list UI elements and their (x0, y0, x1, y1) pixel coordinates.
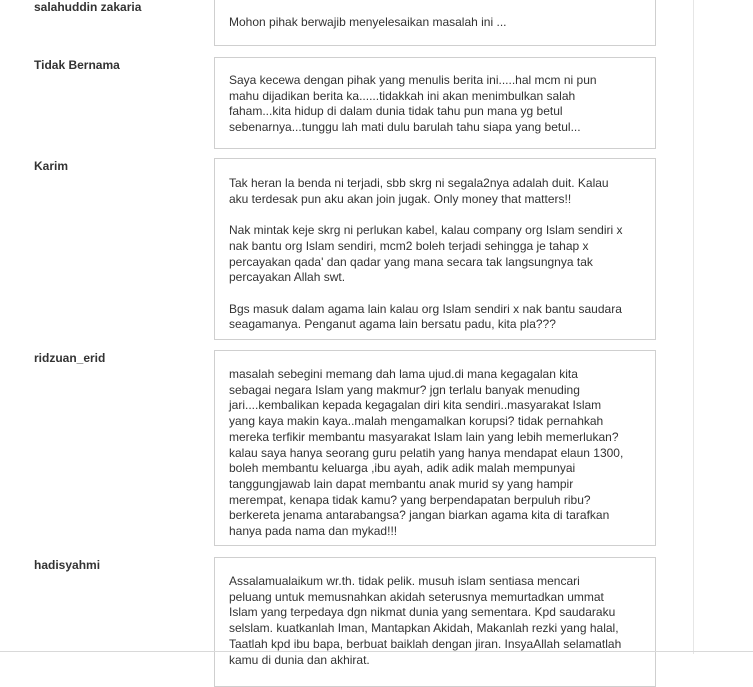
comment-line: percayakan qada' dan qadar yang mana secara tak langsungnya tak (229, 254, 593, 269)
comment-line: Taatlah kpd ibu bapa, berbuat baiklah dengan jiran. InsyaAllah selamatlah (229, 636, 622, 651)
comment-line: faham...kita hidup di dalam dunia tidak tahu pun mana yg betul (229, 104, 563, 119)
comment-line: merempat, kenapa tidak kamu? yang berpendapatan berpuluh ribu? (229, 492, 591, 507)
comment-line: mahu dijadikan berita ka......tidakkah ini akan menimbulkan salah (229, 88, 576, 103)
comment-line: kamu di dunia dan akhirat. (229, 652, 370, 667)
comment-author: salahuddin zakaria (34, 0, 142, 14)
comment-line: masalah sebegini memang dah lama ujud.di mana kegagalan kita (229, 367, 578, 381)
comment-line: mereka terfikir membantu masyarakat Islam lain yang lebih memerlukan? (229, 429, 619, 444)
comment-line: hanya pada nama dan mykad!!! (229, 524, 398, 539)
comment-line: Nak mintak keje skrg ni perlukan kabel, kalau company org Islam sendiri x (229, 223, 623, 238)
comment-author: Tidak Bernama (34, 58, 120, 72)
comment-line: boleh membantu keluarga ,ibu ayah, adik adik malah mempunyai (229, 461, 576, 476)
comment-body (214, 158, 656, 340)
comment-line: berkereta jenama antarabangsa? jangan biarkan agama kita di tarafkan (229, 508, 610, 523)
comment-line: jari....kembalikan kepada kegagalan diri kita sendiri..masyarakat Islam (229, 398, 602, 413)
comment-line: sebagai negara Islam yang makmur? jgn terlalu banyak menuding (229, 382, 580, 397)
comment-body (214, 557, 656, 687)
comment-line: selslam. kuatkanlah Iman, Mantapkan Akidah, Makanlah rezki yang halal, (229, 621, 619, 636)
comment-line: nak bantu org Islam sendiri, mcm2 boleh terjadi sehingga je tahap x (229, 238, 589, 253)
comment-line: tanggungjawab lain dapat membantu anak murid sy yang hampir (229, 476, 574, 491)
comment-author: Karim (34, 159, 69, 173)
comment-body (214, 57, 656, 149)
comment-line: Tak heran la benda ni terjadi, sbb skrg ni segala2nya adalah duit. Kalau (229, 176, 609, 190)
comment-line: aku terdesak pun aku akan join jugak. Only money that matters!! (229, 191, 572, 206)
comment-body (214, 350, 656, 546)
comment-line: peluang untuk memusnahkan akidah seterusnya memurtadkan ummat (229, 589, 604, 604)
comment-line: kalau saya hanya seorang guru pelatih yang hanya mendapat elaun 1300, (229, 445, 624, 460)
comment-line: Saya kecewa dengan pihak yang menulis berita ini.....hal mcm ni pun (229, 73, 597, 87)
comment-line: Mohon pihak berwajib menyelesaikan masalah ini ... (229, 15, 507, 29)
bottom-divider (0, 651, 753, 652)
comment-line: percayakan Allah swt. (229, 270, 346, 285)
sidebar-divider (693, 0, 694, 654)
comment-line: Assalamualaikum wr.th. tidak pelik. musuh islam sentiasa mencari (229, 574, 580, 588)
comment-line: yang kaya makin kaya..malah mengamalkan korupsi? tidak pernahkah (229, 414, 604, 429)
comment-author: ridzuan_erid (34, 351, 106, 365)
comment-body (214, 0, 656, 46)
comment-line: Islam yang terpedaya dgn nikmat dunia yang sementara. Kpd saudaraku (229, 605, 616, 620)
comment-author: hadisyahmi (34, 558, 101, 572)
comment-line: Bgs masuk dalam agama lain kalau org Islam sendiri x nak bantu saudara (229, 301, 622, 316)
comment-line: seagamanya. Penganut agama lain bersatu padu, kita pla??? (229, 317, 556, 332)
comment-line: sebenarnya...tunggu lah mati dulu barulah tahu siapa yang betul... (229, 120, 581, 135)
